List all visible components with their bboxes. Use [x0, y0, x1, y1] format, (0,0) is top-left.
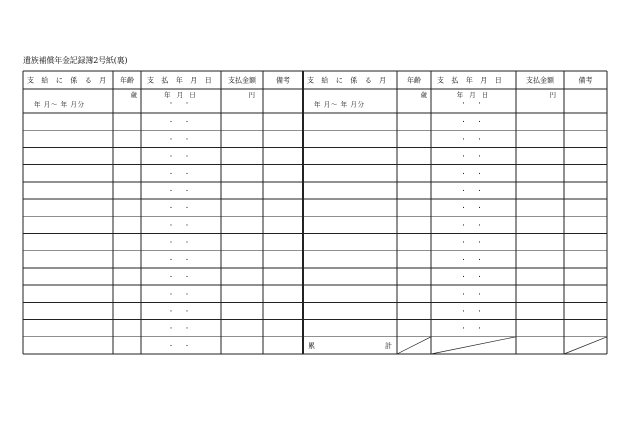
right-date-dots: ・ ・ [460, 153, 487, 161]
total-label-b: 計 [385, 341, 392, 350]
left-header-age: 年齢 [120, 76, 134, 85]
right-age-unit: 歳 [420, 91, 427, 99]
left-month-range: 年 月～ 年 月分 [34, 100, 85, 109]
left-date-dots: ・ ・ [168, 325, 194, 333]
right-header-amount: 支払金額 [526, 76, 554, 85]
left-date-dots: ・ ・ [168, 342, 194, 350]
left-date-dots: ・ ・ [168, 153, 194, 161]
right-yen-unit: 円 [549, 91, 556, 99]
left-date-units: 年 月 日 [164, 91, 198, 99]
right-header-pay-date: 支 払 年 月 日 [437, 76, 505, 85]
left-date-dots: ・ ・ [168, 187, 194, 195]
right-date-dots: ・ ・ [460, 291, 487, 299]
right-month-range: 年 月～ 年 月分 [314, 100, 365, 109]
left-date-dots: ・ ・ [168, 308, 194, 316]
left-date-dots: ・ ・ [168, 239, 194, 247]
left-header-amount: 支払金額 [228, 76, 256, 85]
left-date-dots: ・ ・ [168, 222, 194, 230]
left-date-dots: ・ ・ [168, 100, 194, 108]
age-slash-line [397, 337, 431, 354]
right-date-dots: ・ ・ [460, 187, 487, 195]
right-date-dots: ・ ・ [460, 100, 487, 108]
form-title: 遺族補償年金記録簿2号紙(裏) [23, 56, 128, 65]
left-date-dots: ・ ・ [168, 136, 194, 144]
right-date-dots: ・ ・ [460, 205, 487, 213]
right-date-dots: ・ ・ [460, 325, 487, 333]
left-date-dots: ・ ・ [168, 119, 194, 127]
right-date-units: 年 月 日 [456, 91, 491, 99]
left-age-unit: 歳 [130, 91, 137, 99]
total-label-a: 累 [308, 341, 315, 350]
right-date-dots: ・ ・ [460, 274, 487, 282]
right-date-dots: ・ ・ [460, 136, 487, 144]
right-header-age: 年齢 [407, 76, 421, 85]
pay-date-slash-line [431, 337, 516, 354]
right-header-month: 支 給 に 係 る 月 [307, 76, 389, 85]
left-header-remarks: 備考 [276, 76, 290, 85]
left-yen-unit: 円 [248, 91, 255, 99]
right-date-dots: ・ ・ [460, 222, 487, 230]
left-header-pay-date: 支 払 年 月 日 [147, 76, 215, 85]
right-date-dots: ・ ・ [460, 119, 487, 127]
right-date-dots: ・ ・ [460, 256, 487, 264]
left-date-dots: ・ ・ [168, 205, 194, 213]
right-date-dots: ・ ・ [460, 308, 487, 316]
left-date-dots: ・ ・ [168, 274, 194, 282]
remarks-slash-line [564, 337, 607, 354]
left-header-month: 支 給 に 係 る 月 [27, 76, 109, 85]
left-date-dots: ・ ・ [168, 256, 194, 264]
right-date-dots: ・ ・ [460, 170, 487, 178]
right-date-dots: ・ ・ [460, 239, 487, 247]
left-date-dots: ・ ・ [168, 291, 194, 299]
left-date-dots: ・ ・ [168, 170, 194, 178]
right-header-remarks: 備考 [578, 76, 593, 85]
